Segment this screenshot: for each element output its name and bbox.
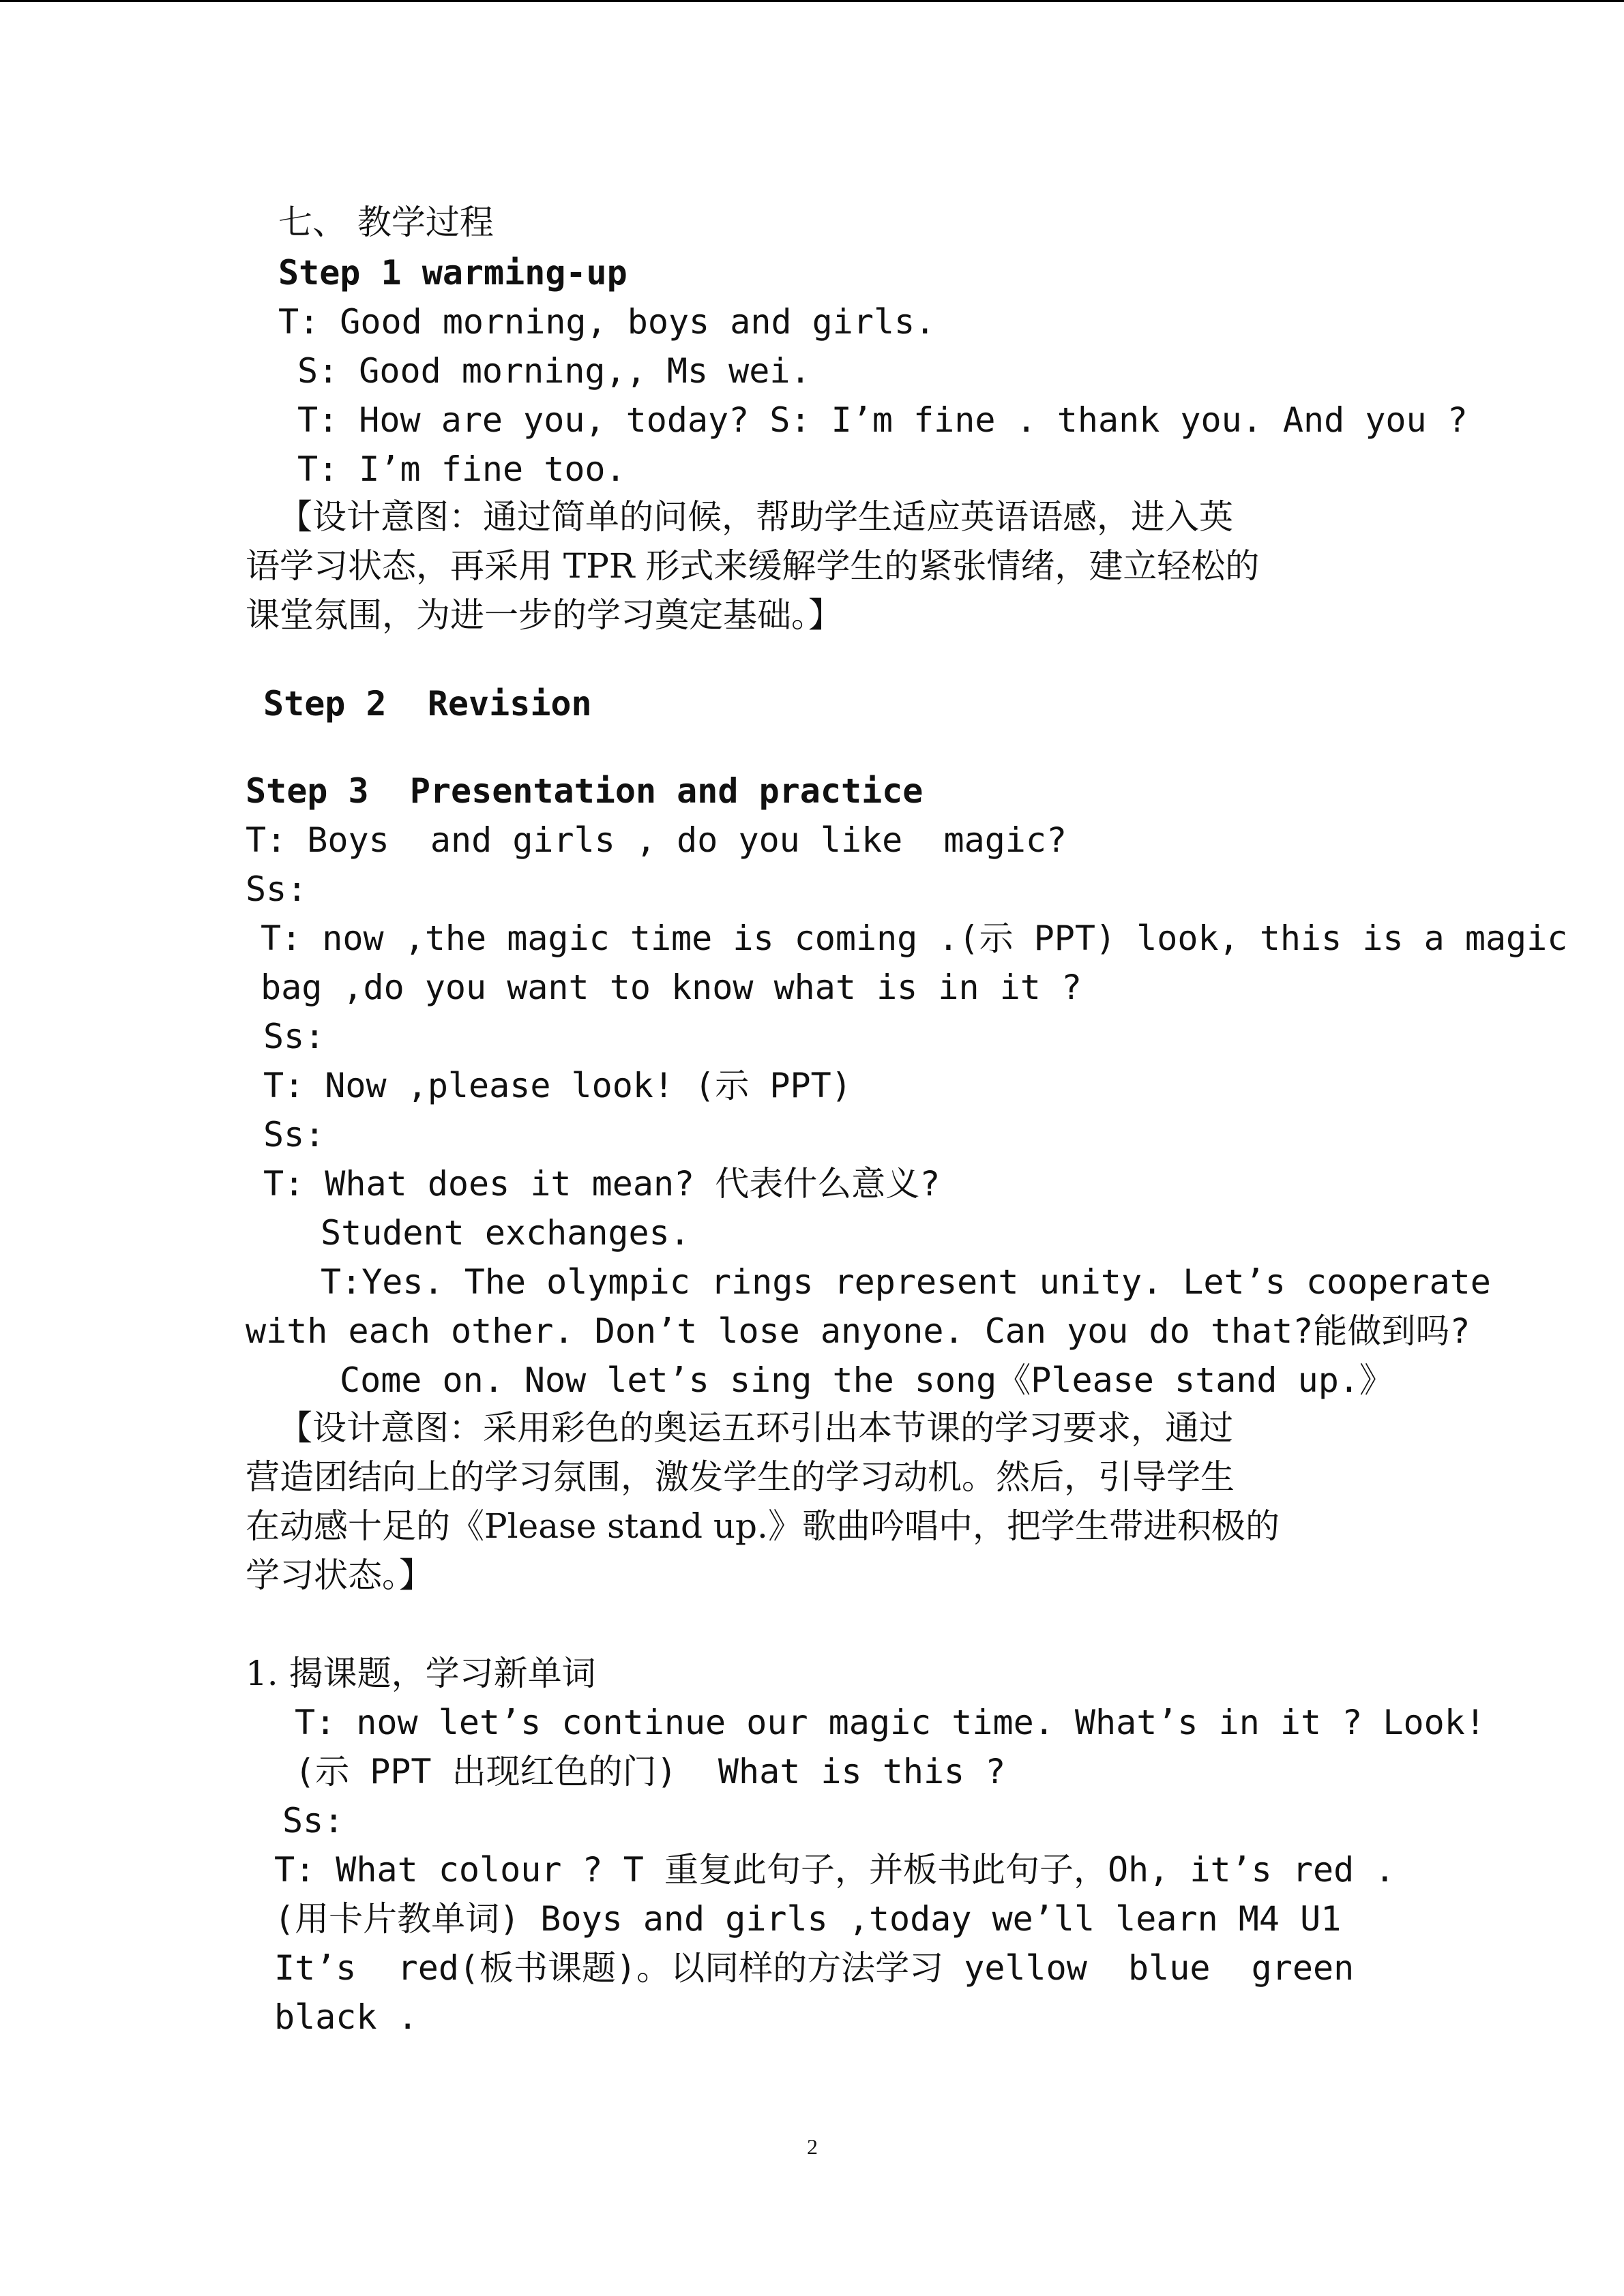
step3-design-intent-2: 营造团结向上的学习氛围，激发学生的学习动机。然后，引导学生 — [246, 1457, 1235, 1497]
step1-title: Step 1 warming-up — [278, 253, 628, 293]
page-number: 2 — [807, 2134, 818, 2159]
step3-line-9: Student exchanges. — [321, 1213, 690, 1253]
step3-line-7: Ss: — [263, 1115, 325, 1154]
section-heading: 七、 教学过程 — [278, 203, 494, 242]
top-border-line — [0, 0, 1624, 2]
part1-title: 1. 揭课题，学习新单词 — [246, 1654, 596, 1693]
step3-line-8: T: What does it mean? 代表什么意义? — [263, 1164, 941, 1204]
step3-line-12: Come on. Now let’s sing the song《Please stand up.》 — [340, 1360, 1393, 1400]
step1-design-intent-3: 课堂氛围，为进一步的学习奠定基础。】 — [246, 595, 842, 635]
step1-design-intent-2: 语学习状态，再采用 TPR 形式来缓解学生的紧张情绪，建立轻松的 — [246, 546, 1260, 586]
step3-line-1: T: Boys and girls , do you like magic? — [246, 820, 1067, 860]
part1-line-1: T: now let’s continue our magic time. What’s in it ? Look! — [295, 1703, 1486, 1742]
step3-line-4: bag ,do you want to know what is in it ? — [261, 968, 1082, 1007]
part1-line-5: (用卡片教单词) Boys and girls ,today we’ll learn M4 U1 — [274, 1899, 1342, 1939]
part1-line-2: (示 PPT 出现红色的门) What is this ? — [295, 1752, 1006, 1791]
part1-line-4: T: What colour ? T 重复此句子，并板书此句子，Oh, it’s red . — [274, 1850, 1396, 1890]
step1-line-2: S: Good morning,, Ms wei. — [297, 351, 811, 391]
step1-line-1: T: Good morning, boys and girls. — [278, 302, 936, 342]
step3-line-6: T: Now ,please look! (示 PPT) — [263, 1066, 852, 1105]
step3-line-2: Ss: — [246, 869, 308, 909]
part1-line-3: Ss: — [282, 1801, 344, 1840]
step3-title: Step 3 Presentation and practice — [246, 771, 924, 811]
step1-line-3: T: How are you, today? S: I’m fine . thank you. And you ? — [297, 400, 1468, 440]
part1-line-6: It’s red(板书课题)。以同样的方法学习 yellow blue green — [274, 1948, 1355, 1988]
step3-design-intent-3: 在动感十足的《Please stand up.》歌曲吟唱中，把学生带进积极的 — [246, 1506, 1280, 1546]
step2-title: Step 2 Revision — [263, 684, 592, 724]
step3-design-intent-4: 学习状态。】 — [246, 1555, 433, 1595]
step3-line-10: T:Yes. The olympic rings represent unity. Let’s cooperate — [321, 1262, 1491, 1302]
step1-line-4: T: I’m fine too. — [297, 449, 626, 489]
step3-design-intent-1: 【设计意图：采用彩色的奥运五环引出本节课的学习要求，通过 — [278, 1408, 1233, 1448]
part1-line-7: black . — [274, 1997, 418, 2037]
step1-design-intent-1: 【设计意图：通过简单的问候，帮助学生适应英语语感，进入英 — [278, 497, 1233, 537]
step3-line-5: Ss: — [263, 1017, 325, 1056]
step3-line-11: with each other. Don’t lose anyone. Can you do that?能做到吗? — [246, 1311, 1471, 1351]
step3-line-3: T: now ,the magic time is coming .(示 PPT) look, this is a magic — [261, 919, 1568, 958]
